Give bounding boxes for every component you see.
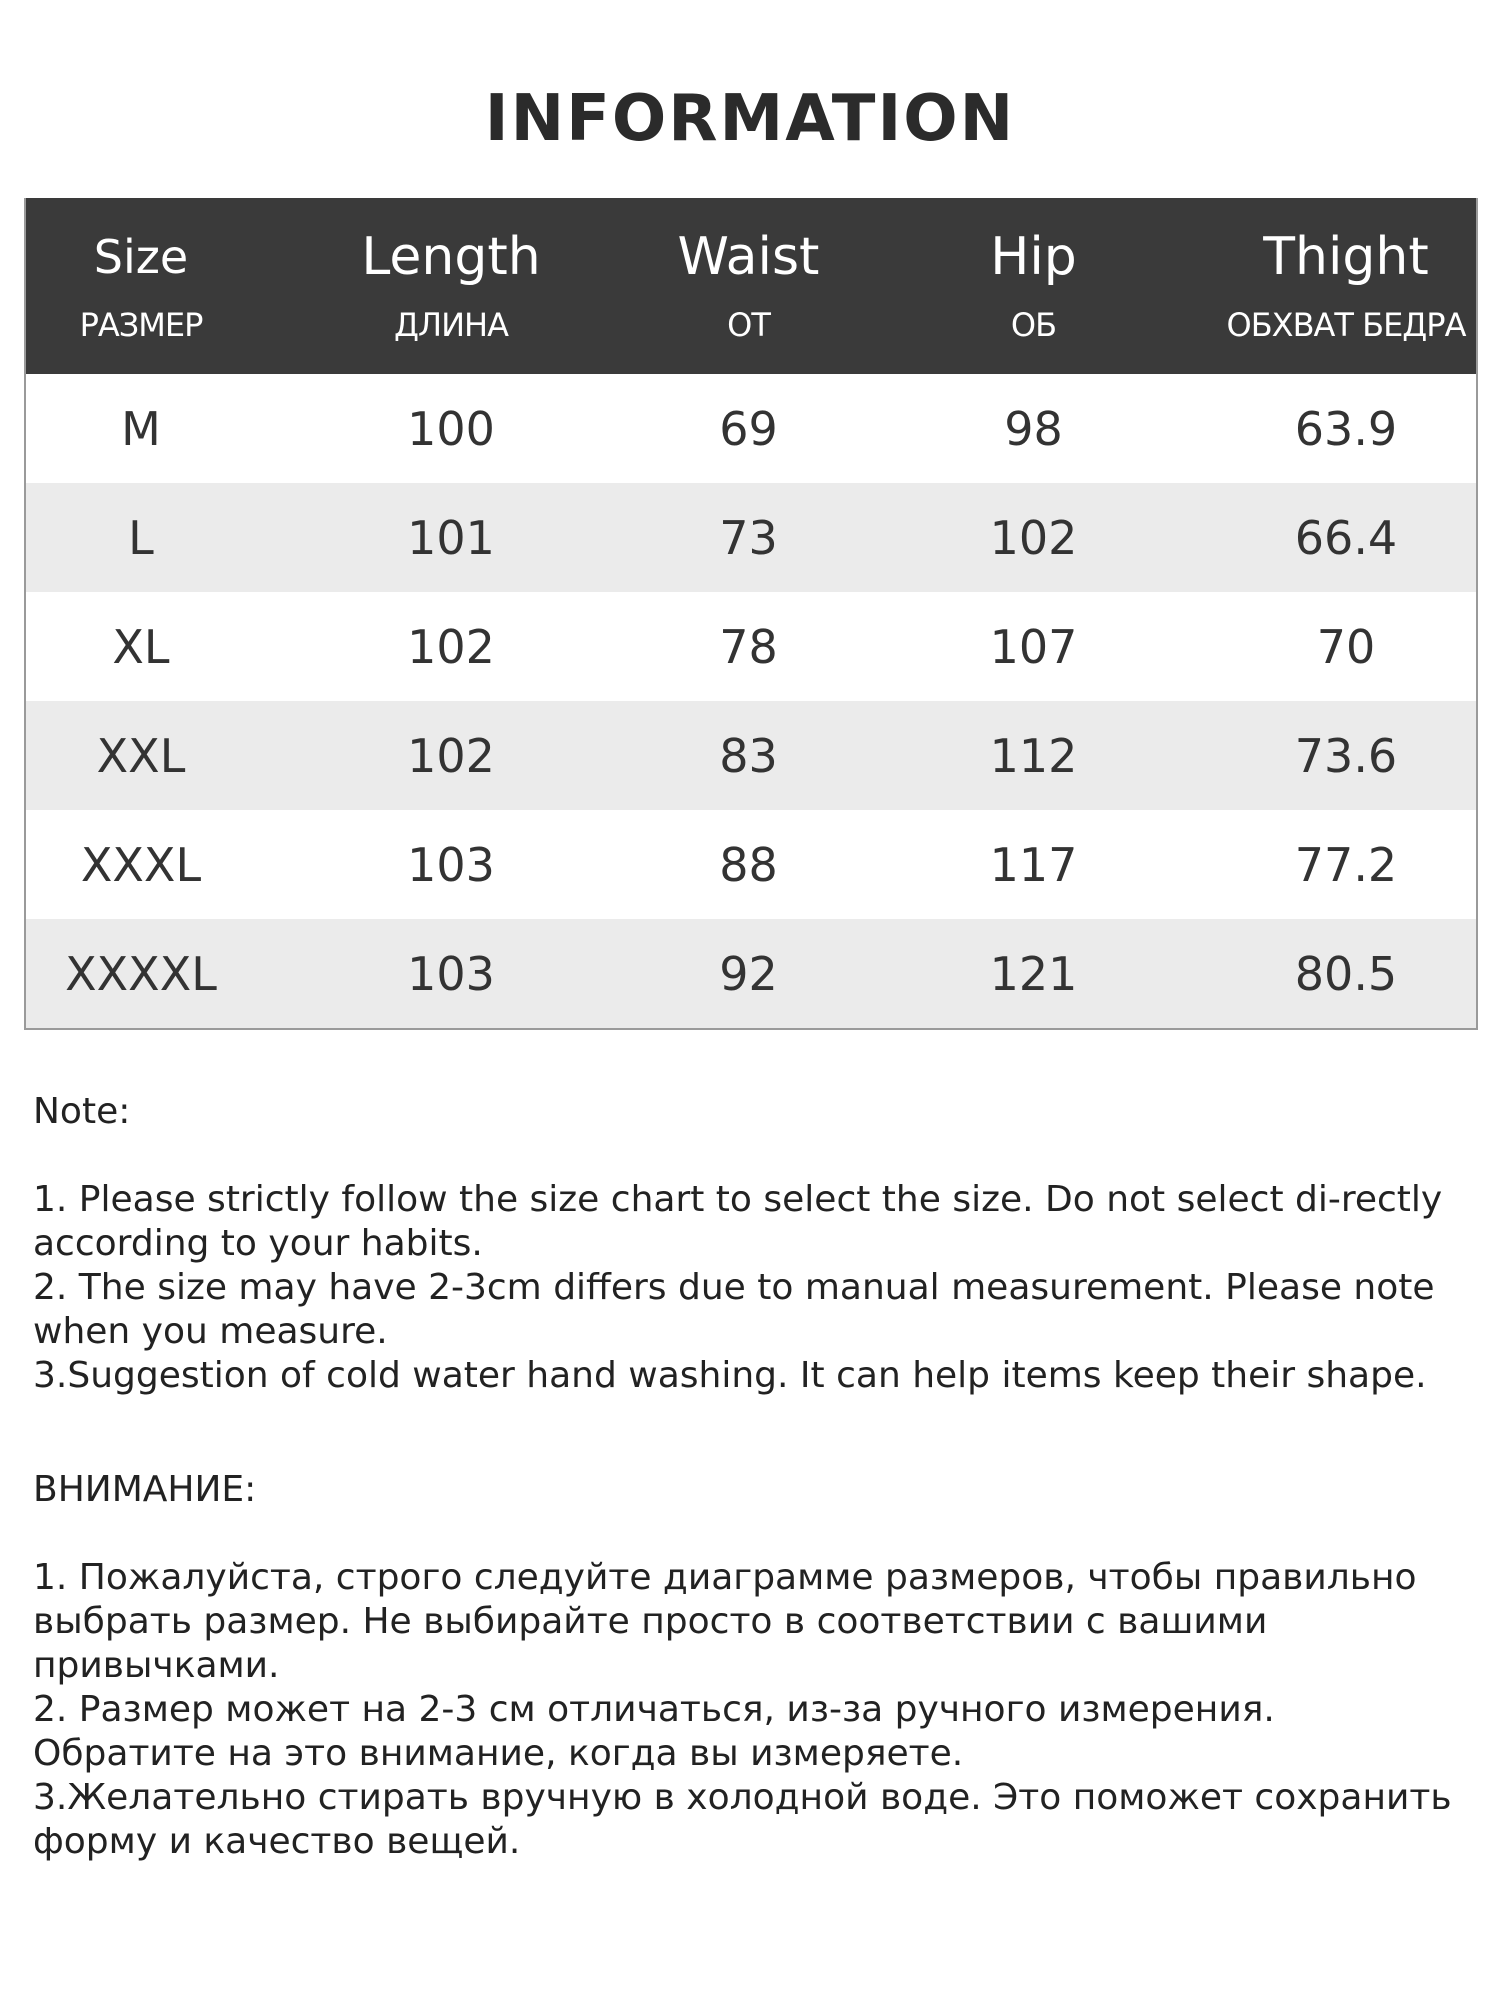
cell-waist: 92	[719, 946, 778, 1001]
table-row	[26, 810, 1476, 919]
header-hip	[851, 198, 1216, 374]
header-size-ru: РАЗМЕР	[79, 306, 203, 344]
notes-ru-item: 2. Размер может на 2-3 см отличаться, из-за ручного измерения. Обратите на это внимание, когда вы измеряете.	[33, 1689, 1275, 1774]
header-length	[256, 198, 646, 374]
cell-length: 100	[407, 401, 495, 456]
cell-waist: 73	[719, 510, 778, 565]
notes-en-item: 2. The size may have 2-3cm differs due to manual measurement. Please note when you measure.	[33, 1267, 1435, 1352]
table-row	[26, 374, 1476, 483]
notes-section	[33, 1090, 1453, 1864]
table-row	[26, 919, 1476, 1028]
cell-waist: 88	[719, 837, 778, 892]
cell-thigh: 66.4	[1294, 510, 1398, 565]
cell-length: 103	[407, 946, 495, 1001]
header-hip-en: Hip	[990, 227, 1077, 287]
cell-hip: 121	[989, 946, 1078, 1001]
cell-waist: 83	[719, 728, 778, 783]
notes-en-item: 3.Suggestion of cold water hand washing. It can help items keep their shape.	[33, 1355, 1427, 1396]
page-title: INFORMATION	[484, 82, 1016, 156]
header-thigh-ru: ОБХВАТ БЕДРА	[1226, 306, 1466, 344]
cell-waist: 78	[719, 619, 778, 674]
table-row	[26, 483, 1476, 592]
cell-thigh: 70	[1316, 619, 1376, 674]
header-thigh-en: Thight	[1263, 227, 1429, 287]
notes-en-heading: Note:	[33, 1091, 131, 1132]
header-size	[26, 198, 256, 374]
header-waist-en: Waist	[677, 227, 820, 287]
header-hip-ru: ОБ	[1010, 306, 1057, 344]
cell-thigh: 77.2	[1294, 837, 1398, 892]
cell-hip: 107	[989, 619, 1078, 674]
cell-size: XXXXL	[65, 946, 217, 1001]
notes-ru-heading: ВНИМАНИЕ:	[33, 1469, 257, 1510]
cell-hip: 117	[989, 837, 1078, 892]
header-thigh	[1216, 198, 1476, 374]
header-size-en: Size	[93, 230, 189, 284]
cell-hip: 98	[1004, 401, 1063, 456]
notes-ru-item: 3.Желательно стирать вручную в холодной воде. Это поможет сохранить форму и качество вещей.	[33, 1777, 1452, 1862]
cell-size: XXXL	[80, 837, 202, 892]
cell-thigh: 73.6	[1294, 728, 1398, 783]
header-waist-ru: ОТ	[727, 306, 770, 344]
cell-length: 103	[407, 837, 495, 892]
cell-length: 102	[407, 728, 495, 783]
notes-ru-item: 1. Пожалуйста, строго следуйте диаграмме размеров, чтобы правильно выбрать размер. Не выбирайте просто в соответствии с вашими привычками.	[33, 1557, 1417, 1686]
notes-ru-block	[33, 1468, 1453, 1864]
header-waist	[646, 198, 851, 374]
cell-size: XXL	[96, 728, 186, 783]
cell-thigh: 80.5	[1294, 946, 1398, 1001]
cell-size: L	[128, 510, 154, 565]
cell-hip: 112	[989, 728, 1078, 783]
table-row	[26, 592, 1476, 701]
table-header	[26, 198, 1476, 374]
cell-thigh: 63.9	[1294, 401, 1398, 456]
notes-en-item: 1. Please strictly follow the size chart to select the size. Do not select di-rectly according to your habits.	[33, 1179, 1443, 1264]
header-length-en: Length	[361, 227, 541, 287]
size-table	[24, 198, 1478, 1030]
cell-size: XL	[112, 619, 170, 674]
table-row	[26, 701, 1476, 810]
cell-waist: 69	[719, 401, 778, 456]
cell-length: 102	[407, 619, 495, 674]
cell-size: M	[121, 401, 161, 456]
header-length-ru: ДЛИНА	[394, 306, 508, 344]
cell-length: 101	[407, 510, 495, 565]
cell-hip: 102	[989, 510, 1078, 565]
